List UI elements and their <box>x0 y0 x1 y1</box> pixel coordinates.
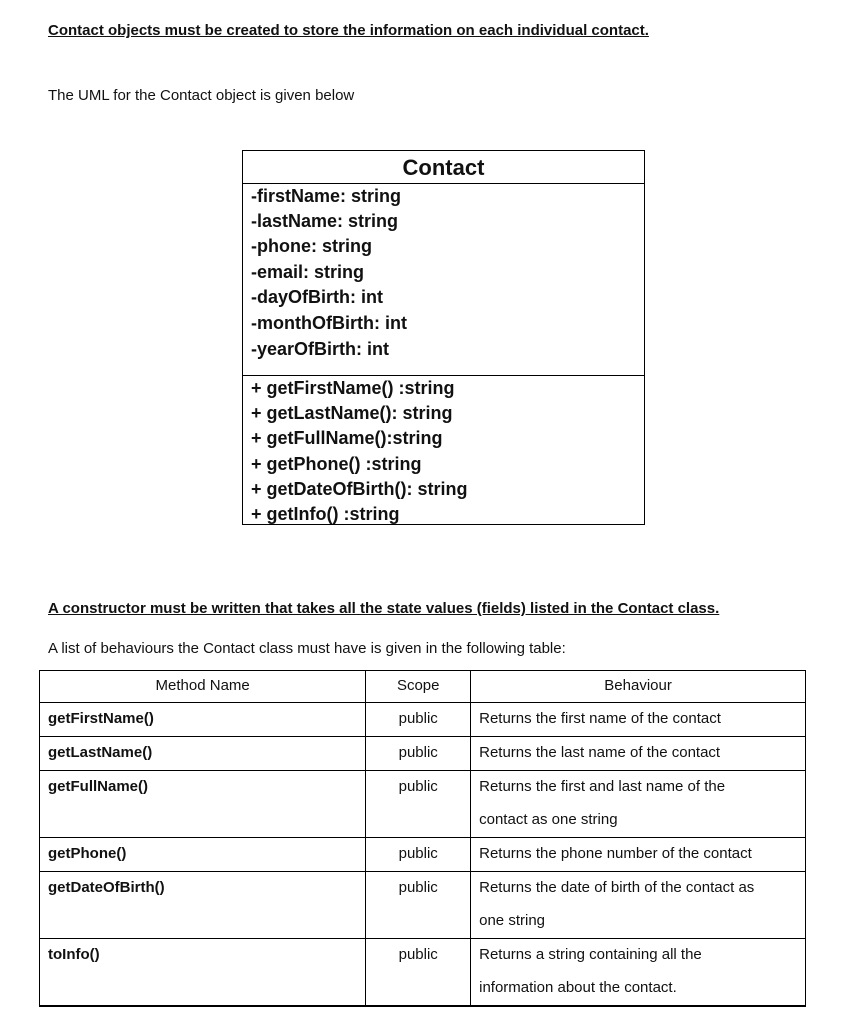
table-row <box>40 838 806 872</box>
method-name-cell <box>40 737 366 771</box>
behaviour-text: Returns the date of birth of the contact as <box>479 879 755 896</box>
behaviour-cell <box>471 939 806 1007</box>
uml-method: + getFullName():string <box>251 428 443 449</box>
method-name: getPhone() <box>48 845 127 862</box>
behaviour-text: Returns the last name of the contact <box>479 744 721 761</box>
uml-field: -monthOfBirth: int <box>251 312 407 333</box>
uml-method: + getDateOfBirth(): string <box>251 478 468 499</box>
uml-field: -dayOfBirth: int <box>251 286 383 307</box>
table-header-row <box>40 671 806 703</box>
heading-constructor: A constructor must be written that takes all the state values (fields) listed in the Contact class. <box>48 600 720 617</box>
uml-method: + getInfo() :string <box>251 503 400 524</box>
method-name-cell <box>40 703 366 737</box>
method-scope: public <box>398 744 438 761</box>
scope-cell <box>366 703 471 737</box>
uml-field: -lastName: string <box>251 211 399 232</box>
method-name-cell <box>40 872 366 939</box>
table-row <box>40 939 806 1007</box>
behaviour-text: Returns the first name of the contact <box>479 710 721 727</box>
scope-cell <box>366 838 471 872</box>
behaviour-cell <box>471 872 806 939</box>
uml-method: + getPhone() :string <box>251 453 422 474</box>
behaviour-text: Returns a string containing all the <box>479 946 702 963</box>
behaviour-text: contact as one string <box>479 811 618 828</box>
method-name-cell <box>40 939 366 1007</box>
method-name-cell <box>40 838 366 872</box>
behaviour-cell <box>471 771 806 838</box>
table-row <box>40 771 806 838</box>
uml-methods-section <box>243 376 644 527</box>
behaviour-table <box>39 670 806 1007</box>
behaviour-cell <box>471 703 806 737</box>
method-name: toInfo() <box>48 946 100 963</box>
uml-field: -firstName: string <box>251 186 402 206</box>
behaviour-cell <box>471 838 806 872</box>
table-row <box>40 703 806 737</box>
behaviour-intro-text: A list of behaviours the Contact class must have is given in the following table: <box>48 640 566 657</box>
behaviour-cell <box>471 737 806 771</box>
method-name: getFirstName() <box>48 710 154 727</box>
method-scope: public <box>398 710 438 727</box>
scope-cell <box>366 771 471 838</box>
scope-cell <box>366 737 471 771</box>
header-behaviour: Behaviour <box>471 671 806 703</box>
uml-intro-text: The UML for the Contact object is given below <box>48 87 355 104</box>
method-name: getDateOfBirth() <box>48 879 165 896</box>
heading-contact-objects: Contact objects must be created to store the information on each individual contact. <box>48 22 649 39</box>
uml-class-diagram <box>242 150 645 525</box>
method-name: getLastName() <box>48 744 153 761</box>
uml-field: -yearOfBirth: int <box>251 339 390 360</box>
method-scope: public <box>398 778 438 795</box>
behaviour-text: Returns the phone number of the contact <box>479 845 752 862</box>
uml-field: -email: string <box>251 261 365 282</box>
scope-cell <box>366 939 471 1007</box>
behaviour-text: information about the contact. <box>479 979 677 996</box>
behaviour-text: one string <box>479 912 545 929</box>
method-scope: public <box>398 845 438 862</box>
scope-cell <box>366 872 471 939</box>
header-method-name: Method Name <box>40 671 366 703</box>
method-name: getFullName() <box>48 778 149 795</box>
behaviour-text: Returns the first and last name of the <box>479 778 726 795</box>
table-row <box>40 737 806 771</box>
table-row <box>40 872 806 939</box>
uml-class-name: Contact <box>243 151 644 184</box>
uml-fields-section <box>243 184 644 376</box>
uml-field: -phone: string <box>251 236 372 257</box>
uml-method: + getLastName(): string <box>251 403 453 424</box>
uml-method: + getFirstName() :string <box>251 378 455 398</box>
method-name-cell <box>40 771 366 838</box>
header-scope: Scope <box>366 671 471 703</box>
method-scope: public <box>398 946 438 963</box>
method-scope: public <box>398 879 438 896</box>
